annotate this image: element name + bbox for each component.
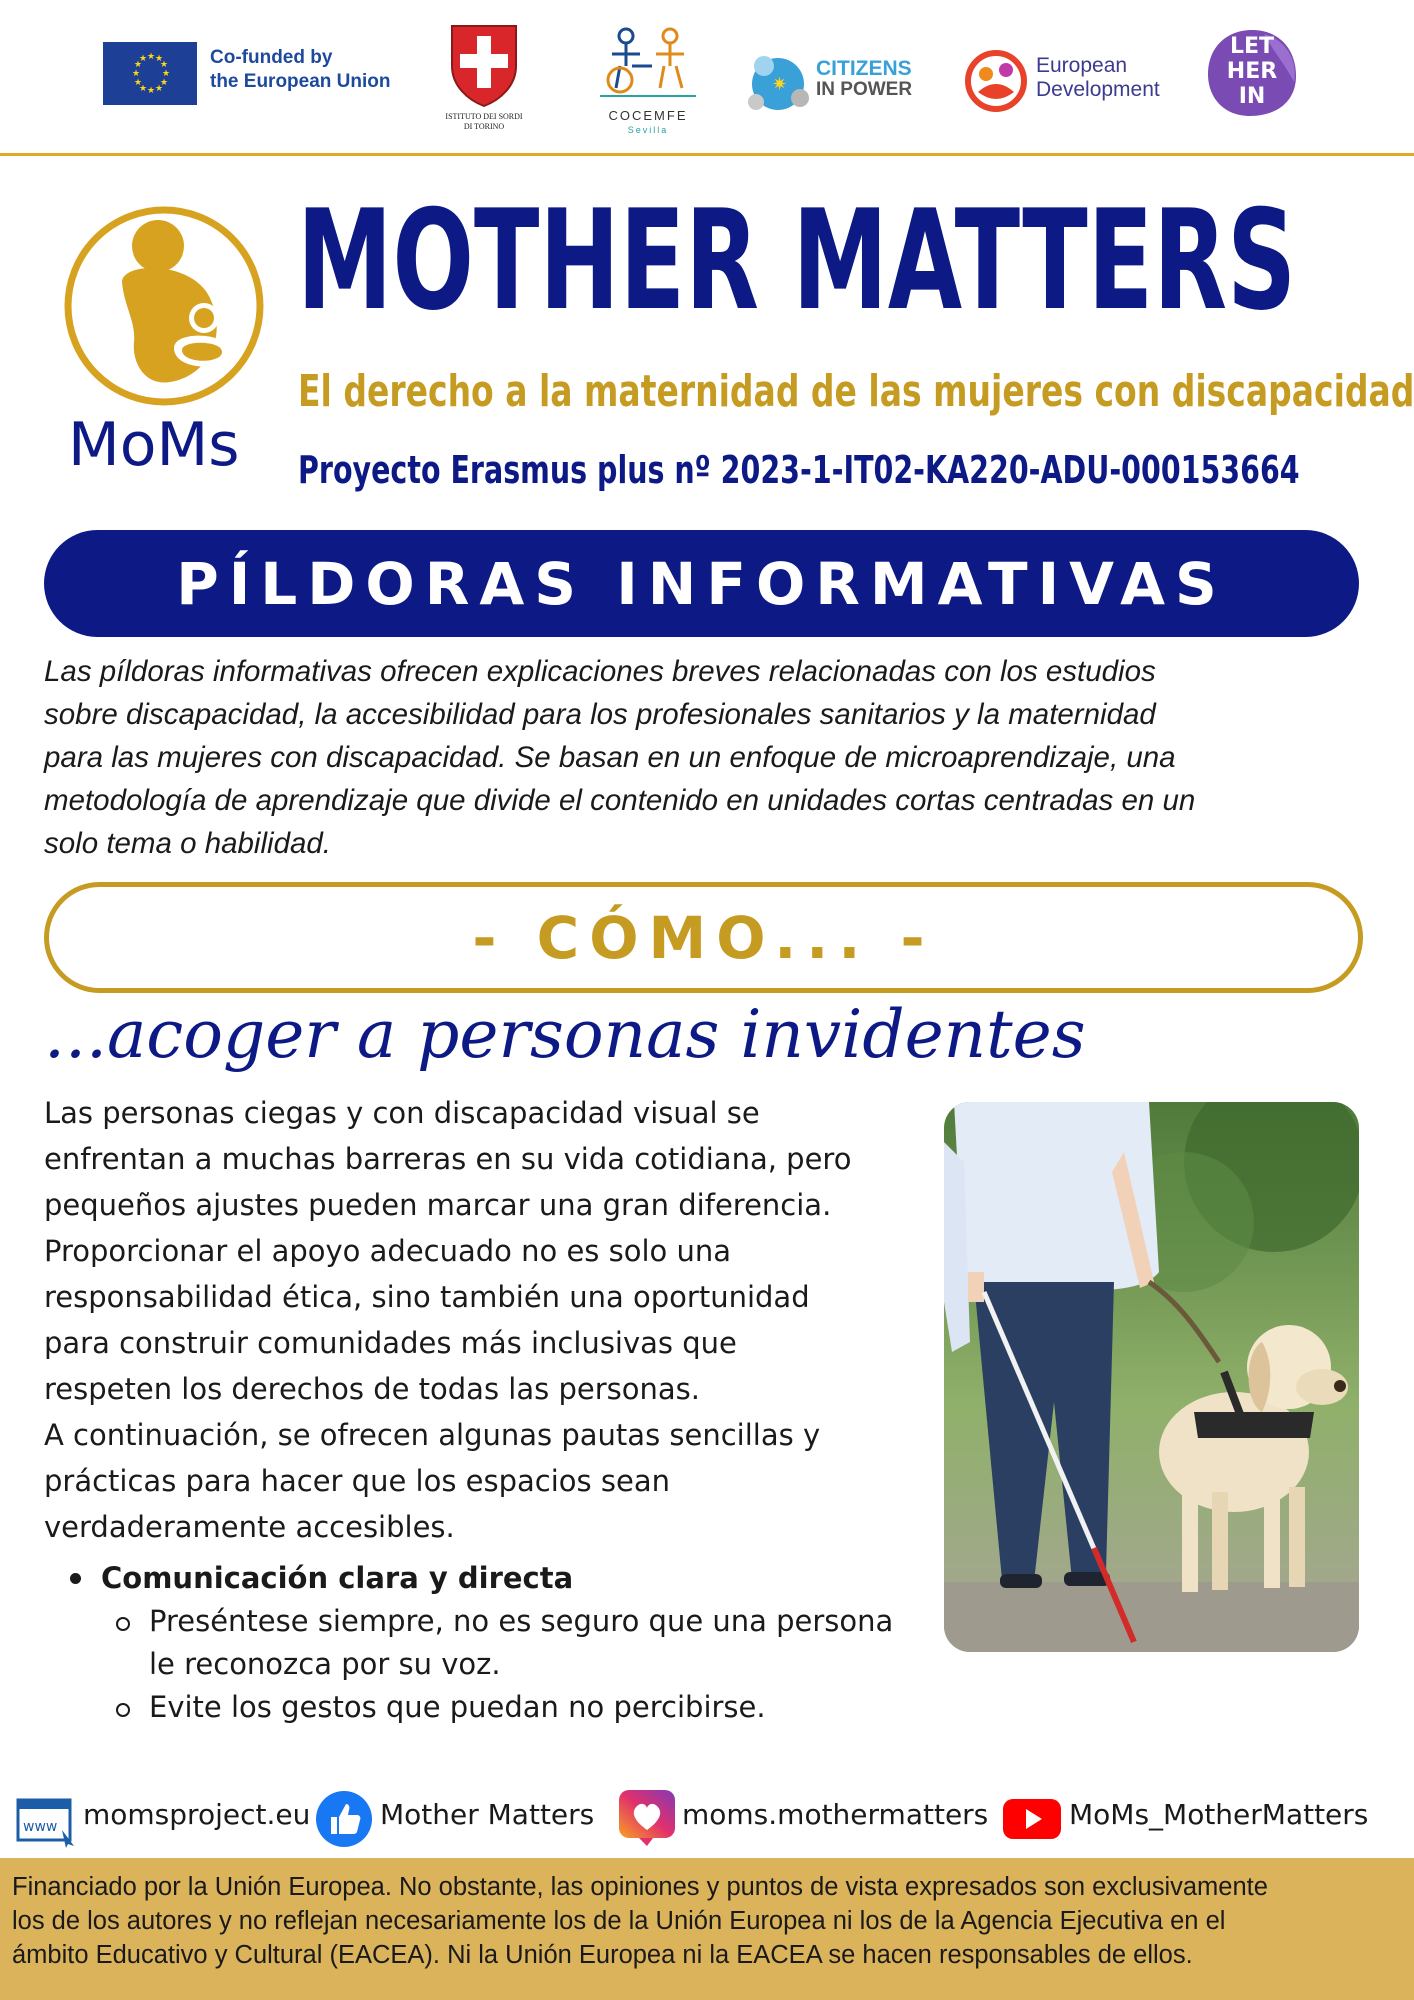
footer-disclaimer (12, 1870, 1407, 1972)
youtube-link[interactable]: MoMs_MotherMatters (1069, 1798, 1369, 1831)
sub-bullet-item (149, 1600, 949, 1686)
intro-line: metodología de aprendizaje que divide el contenido en unidades cortas centradas en un (44, 784, 1196, 817)
como-banner-text: - CÓMO... - (472, 903, 935, 972)
body-line: respeten los derechos de todas las personas. (44, 1372, 700, 1406)
svg-text:★: ★ (134, 78, 143, 88)
lhi-text: IN (1238, 84, 1266, 109)
footer-line: Financiado por la Unión Europea. No obstante, las opiniones y puntos de vista expresados son exclusivamente (12, 1873, 1268, 1901)
body-line: responsabilidad ética, sino también una oportunidad (44, 1280, 810, 1314)
body-line: prácticas para hacer que los espacios sean (44, 1464, 670, 1498)
svg-text:★: ★ (147, 86, 156, 96)
body-line: Proporcionar el apoyo adecuado no es solo una (44, 1234, 732, 1268)
intro-line: solo tema o habilidad. (44, 827, 331, 860)
intro-line: sobre discapacidad, la accesibilidad para los profesionales sanitarios y la maternidad (44, 698, 1156, 731)
moms-logo (62, 202, 266, 484)
sub-bullet-item (149, 1686, 949, 1729)
eu-text-line: Co-funded by (210, 47, 333, 68)
lhi-text: LET (1229, 34, 1275, 59)
sub-bullet-line: Preséntese siempre, no es seguro que una persona (149, 1604, 894, 1638)
header-divider (0, 153, 1414, 156)
page-title: MOTHER MATTERS (297, 180, 1297, 341)
let-her-in-logo (1204, 26, 1300, 120)
body-line: Las personas ciegas y con discapacidad visual se (44, 1096, 760, 1130)
svg-text:★: ★ (162, 69, 171, 79)
citizens-in-power-logo (742, 46, 922, 118)
body-line: enfrentan a muchas barreras en su vida cotidiana, pero (44, 1142, 852, 1176)
bullet-dot-icon (70, 1573, 81, 1584)
instagram-link[interactable]: moms.mothermatters (682, 1798, 989, 1831)
page-subtitle: El derecho a la maternidad de las mujeres con discapacidad (298, 366, 1414, 417)
intro-line: Las píldoras informativas ofrecen explicaciones breves relacionadas con los estudios (44, 655, 1156, 688)
sub-bullet-ring-icon (116, 1617, 130, 1631)
eu-flag-icon (103, 42, 197, 105)
website-link[interactable]: momsproject.eu (83, 1798, 311, 1831)
cip-text: IN POWER (816, 79, 913, 100)
footer-line: ámbito Educativo y Cultural (EACEA). Ni la Unión Europea ni la EACEA se hacen responsables de ellos. (12, 1941, 1193, 1969)
pildoras-banner-text: PÍLDORAS INFORMATIVAS (176, 549, 1227, 618)
european-development-logo (964, 48, 1184, 114)
footer-line: los de los autores y no reflejan necesariamente los de la Unión Europea ni los de la Agencia Ejecutiva en el (12, 1907, 1226, 1935)
intro-paragraph (44, 650, 1374, 865)
svg-text:★: ★ (160, 78, 169, 88)
eu-text-line: the European Union (210, 71, 391, 92)
ed-text: European (1036, 54, 1128, 77)
sub-bullet-ring-icon (116, 1703, 130, 1717)
svg-text:★: ★ (134, 60, 143, 70)
svg-text:★: ★ (155, 84, 164, 94)
cip-text: CITIZENS (816, 57, 912, 80)
cocemfe-logo (590, 26, 706, 141)
www-label: www (23, 1819, 58, 1835)
body-line: verdaderamente accesibles. (44, 1510, 455, 1544)
cocemfe-name: COCEMFE (608, 108, 688, 123)
section-headline: ...acoger a personas invidentes (44, 996, 1086, 1073)
ed-text: Development (1036, 78, 1160, 101)
bullet-title: Comunicación clara y directa (101, 1561, 574, 1595)
sordi-text: DI TORINO (463, 122, 505, 131)
cocemfe-city: Sevilla (627, 125, 669, 135)
moms-logo-text: MoMs (68, 410, 240, 480)
body-paragraph (44, 1090, 934, 1550)
sub-bullet-line: le reconozca por su voz. (149, 1647, 501, 1681)
sordi-text: ISTITUTO DEI SORDI (445, 112, 523, 121)
svg-text:★: ★ (155, 54, 164, 64)
como-banner (44, 882, 1363, 993)
lhi-text: HER (1226, 59, 1278, 84)
facebook-like-icon[interactable] (315, 1790, 373, 1848)
eu-cofunded-text (210, 46, 391, 94)
guide-dog-photo (944, 1102, 1359, 1652)
svg-text:★: ★ (147, 52, 156, 62)
youtube-icon[interactable] (1003, 1797, 1061, 1841)
svg-text:★: ★ (132, 69, 141, 79)
svg-text:★: ★ (160, 60, 169, 70)
pildoras-banner (44, 530, 1359, 637)
website-icon[interactable] (16, 1794, 76, 1848)
facebook-link[interactable]: Mother Matters (380, 1798, 595, 1831)
instagram-heart-icon[interactable] (617, 1788, 679, 1848)
svg-text:✷: ✷ (772, 74, 788, 95)
sub-bullet-line: Evite los gestos que puedan no percibirse. (149, 1690, 766, 1724)
svg-text:★: ★ (139, 84, 148, 94)
intro-line: para las mujeres con discapacidad. Se basan en un enfoque de microaprendizaje, una (44, 741, 1176, 774)
project-number: Proyecto Erasmus plus nº 2023-1-IT02-KA220-ADU-000153664 (298, 448, 1300, 492)
partner-logos-bar (0, 0, 1414, 154)
body-line: A continuación, se ofrecen algunas pautas sencillas y (44, 1418, 821, 1452)
svg-text:★: ★ (139, 54, 148, 64)
body-line: pequeños ajustes pueden marcar una gran diferencia. (44, 1188, 832, 1222)
istituto-sordi-logo (445, 22, 523, 134)
body-line: para construir comunidades más inclusivas que (44, 1326, 737, 1360)
